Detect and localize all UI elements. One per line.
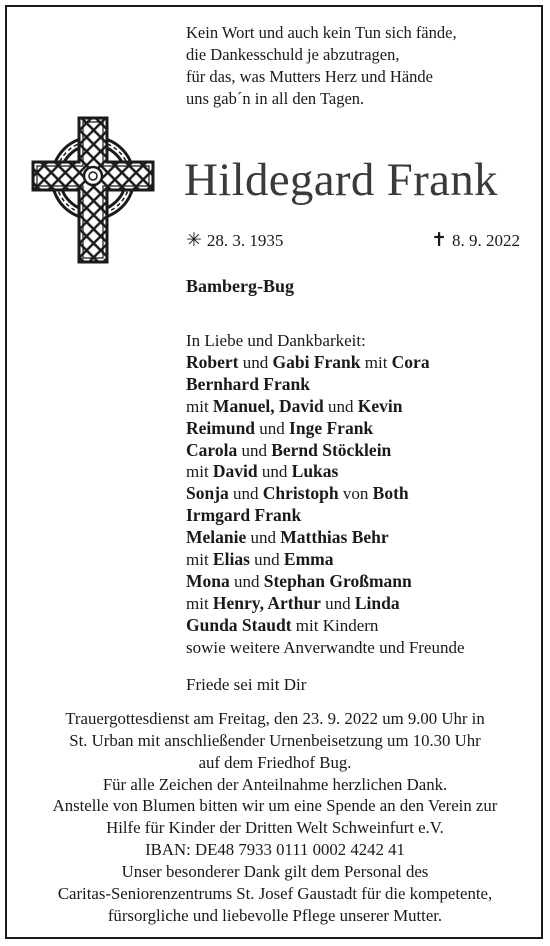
- mourner-name: Gabi Frank: [272, 351, 361, 372]
- connector-text: mit: [186, 593, 213, 613]
- mourner-name: Bernhard Frank: [186, 373, 310, 394]
- mourner-line: [186, 418, 465, 440]
- mourner-name: Christoph: [262, 483, 339, 504]
- birth-date-line: [186, 230, 283, 252]
- mourner-line: [186, 352, 465, 374]
- deceased-name: Hildegard Frank: [184, 154, 498, 206]
- cross-death-icon: ✝: [431, 230, 447, 251]
- mourner-line: [186, 396, 465, 418]
- connector-text: und: [257, 462, 292, 482]
- service-line: IBAN: DE48 7933 0111 0002 4242 41: [145, 840, 405, 860]
- service-line: Hilfe für Kinder der Dritten Welt Schweinfurt e.V.: [106, 818, 444, 838]
- connector-text: und: [246, 528, 281, 548]
- mourner-line: [186, 527, 465, 549]
- mourner-name: Henry, Arthur: [212, 592, 321, 613]
- service-line: auf dem Friedhof Bug.: [198, 752, 352, 772]
- mourners-list: [186, 330, 465, 659]
- mourner-name: Irmgard Frank: [186, 505, 302, 526]
- mourner-name: Both: [372, 483, 409, 504]
- connector-text: und: [255, 418, 290, 438]
- mourner-name: Inge Frank: [289, 417, 374, 438]
- service-line: Unser besonderer Dank gilt dem Personal des: [121, 861, 429, 881]
- memorial-verse: [186, 22, 457, 110]
- mourner-name: Reimund: [186, 417, 256, 438]
- mourner-name: Kevin: [357, 395, 403, 416]
- mourner-line: [186, 440, 465, 462]
- connector-text: von: [338, 484, 373, 504]
- mourner-name: Linda: [354, 592, 400, 613]
- mourner-line: [186, 483, 465, 505]
- verse-line: uns gab´n in all den Tagen.: [186, 89, 365, 108]
- connector-text: und: [238, 352, 273, 372]
- mourner-name: Robert: [186, 351, 239, 372]
- mourner-name: Emma: [283, 549, 334, 570]
- service-line: St. Urban mit anschließender Urnenbeisetzung um 10.30 Uhr: [69, 730, 481, 750]
- mourner-line: [186, 571, 465, 593]
- connector-text: und: [249, 550, 284, 570]
- celtic-cross-icon: [30, 116, 156, 264]
- death-date-line: [431, 230, 520, 252]
- mourner-name: Melanie: [186, 527, 247, 548]
- mourner-name: Sonja: [186, 483, 229, 504]
- mourner-line: [186, 374, 465, 396]
- mourner-name: Bernd Stöcklein: [271, 439, 392, 460]
- place-of-residence: Bamberg-Bug: [186, 276, 294, 296]
- service-announcement: [6, 708, 544, 926]
- service-line: Für alle Zeichen der Anteilnahme herzlichen Dank.: [102, 774, 448, 794]
- family-intro: In Liebe und Dankbarkeit:: [186, 331, 366, 350]
- mourner-name: Carola: [186, 439, 238, 460]
- mourner-line: [186, 461, 465, 483]
- connector-text: mit: [360, 352, 392, 372]
- asterisk-birth-icon: ✳: [186, 230, 202, 251]
- birth-date: 28. 3. 1935: [206, 231, 284, 250]
- service-line: Trauergottesdienst am Freitag, den 23. 9. 2022 um 9.00 Uhr in: [65, 709, 485, 728]
- mourner-line: [186, 637, 465, 659]
- mourner-name: Stephan Großmann: [263, 570, 412, 591]
- farewell-line: Friede sei mit Dir: [186, 675, 307, 694]
- mourner-line: [186, 615, 465, 637]
- mourner-line: [186, 593, 465, 615]
- mourner-name: Gunda Staudt: [186, 614, 292, 635]
- service-line: fürsorgliche und liebevolle Pflege unserer Mutter.: [107, 905, 443, 925]
- connector-text: mit: [186, 462, 213, 482]
- verse-line: für das, was Mutters Herz und Hände: [186, 67, 433, 86]
- connector-text: und: [228, 484, 263, 504]
- death-date: 8. 9. 2022: [452, 231, 520, 250]
- mourner-name: Cora: [391, 351, 430, 372]
- mourner-line: [186, 505, 465, 527]
- connector-text: und: [320, 593, 355, 613]
- mourner-name: Matthias Behr: [280, 527, 389, 548]
- mourner-name: Lukas: [291, 461, 339, 482]
- connector-text: und: [237, 440, 272, 460]
- connector-text: mit: [186, 550, 213, 570]
- mourner-line: [186, 549, 465, 571]
- mourner-name: Elias: [212, 549, 250, 570]
- service-line: Caritas-Seniorenzentrums St. Josef Gaustadt für die kompetente,: [57, 883, 493, 903]
- verse-line: die Dankesschuld je abzutragen,: [186, 45, 400, 64]
- connector-text: mit Kindern: [291, 615, 379, 635]
- connector-text: und: [229, 571, 264, 591]
- verse-line: Kein Wort und auch kein Tun sich fände,: [186, 23, 457, 42]
- connector-text: mit: [186, 396, 213, 416]
- connector-text: sowie weitere Anverwandte und Freunde: [186, 637, 465, 657]
- connector-text: und: [323, 396, 358, 416]
- mourner-name: Manuel, David: [212, 395, 324, 416]
- service-line: Anstelle von Blumen bitten wir um eine Spende an den Verein zur: [52, 796, 498, 816]
- mourner-name: David: [212, 461, 258, 482]
- mourner-name: Mona: [186, 570, 230, 591]
